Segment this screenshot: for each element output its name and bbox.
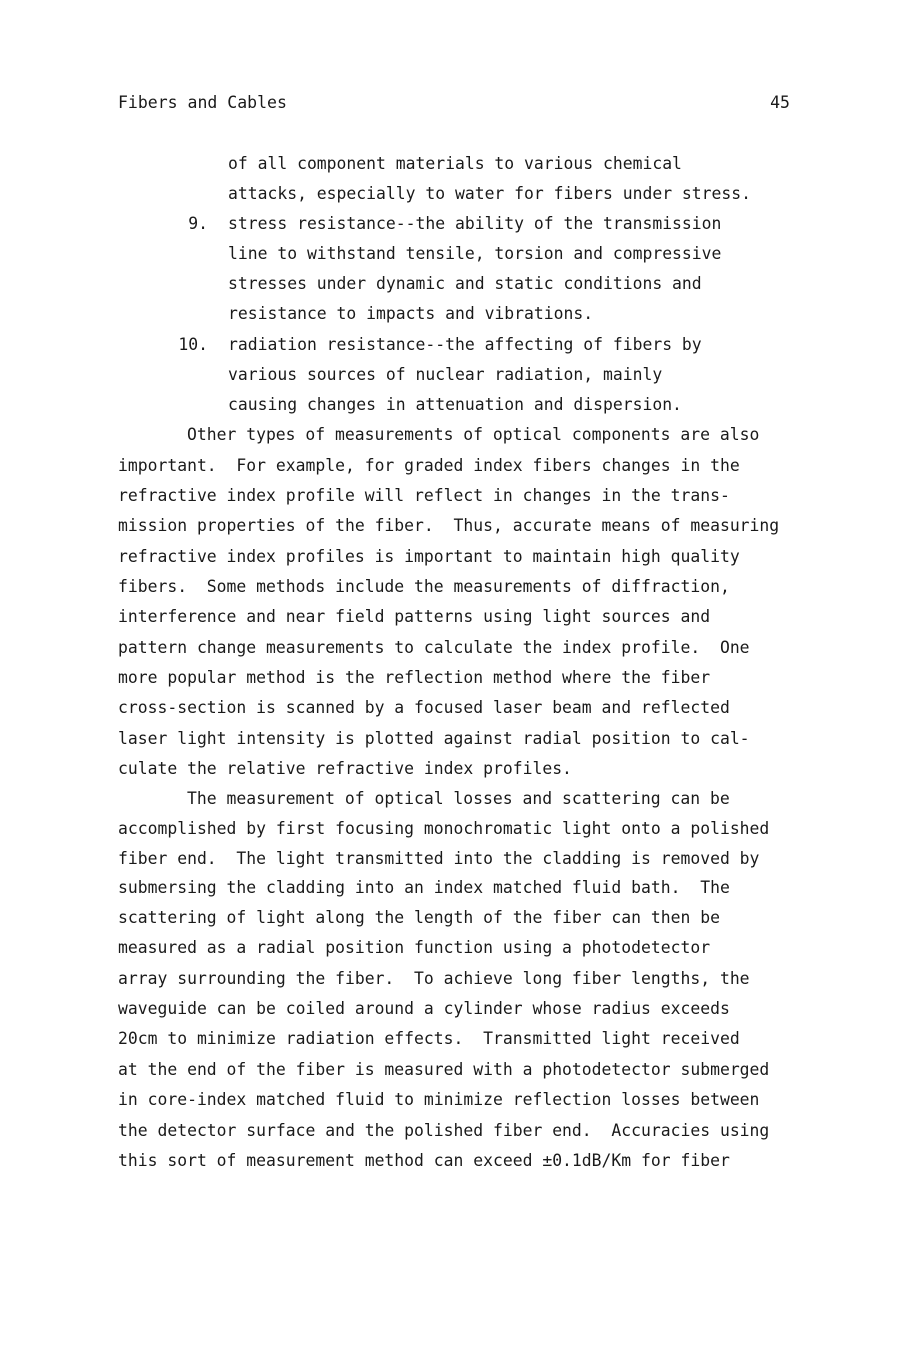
paragraph-line: this sort of measurement method can exceed ±0.1dB/Km for fiber (118, 1151, 730, 1170)
paragraph-line: refractive index profiles is important to maintain high quality (118, 547, 740, 566)
paragraph-line: the detector surface and the polished fiber end. Accuracies using (118, 1121, 770, 1140)
running-head: Fibers and Cables (118, 93, 287, 112)
paragraph-line: fibers. Some methods include the measurements of diffraction, (118, 577, 730, 596)
paragraph-line: cross-section is scanned by a focused laser beam and reflected (118, 698, 730, 717)
paragraph-line: culate the relative refractive index profiles. (118, 759, 572, 778)
list-item-line: resistance to impacts and vibrations. (228, 304, 594, 323)
paragraph-line: measured as a radial position function using a photodetector (118, 938, 711, 957)
list-continuation-line: attacks, especially to water for fibers under stress. (228, 184, 752, 203)
paragraph-line: accomplished by first focusing monochromatic light onto a polished (118, 819, 770, 838)
list-item-number: 10. (178, 335, 208, 354)
list-item-line: radiation resistance--the affecting of fibers by (228, 335, 702, 354)
paragraph-line: laser light intensity is plotted against radial position to cal- (118, 729, 750, 748)
list-item-line: various sources of nuclear radiation, mainly (228, 365, 663, 384)
paragraph-line: mission properties of the fiber. Thus, accurate means of measuring (118, 516, 780, 535)
paragraph-line: array surrounding the fiber. To achieve long fiber lengths, the (118, 969, 750, 988)
paragraph-line: pattern change measurements to calculate the index profile. One (118, 638, 750, 657)
paragraph-line: more popular method is the reflection method where the fiber (118, 668, 711, 687)
paragraph-line: refractive index profile will reflect in changes in the trans- (118, 486, 730, 505)
paragraph-line: at the end of the fiber is measured with a photodetector submerged (118, 1060, 770, 1079)
list-item-line: stresses under dynamic and static conditions and (228, 274, 702, 293)
paragraph-line: in core-index matched fluid to minimize reflection losses between (118, 1090, 760, 1109)
paragraph-line: Other types of measurements of optical components are also (187, 425, 760, 444)
paragraph-line: 20cm to minimize radiation effects. Transmitted light received (118, 1029, 740, 1048)
paragraph-line: fiber end. The light transmitted into the cladding is removed by (118, 849, 760, 868)
list-item-number: 9. (188, 214, 208, 233)
page-header (118, 93, 790, 117)
list-item-line: line to withstand tensile, torsion and compressive (228, 244, 722, 263)
paragraph-line: interference and near field patterns using light sources and (118, 607, 711, 626)
list-continuation-line: of all component materials to various chemical (228, 154, 682, 173)
paragraph-line: waveguide can be coiled around a cylinder whose radius exceeds (118, 999, 730, 1018)
paragraph-line: scattering of light along the length of the fiber can then be (118, 908, 720, 927)
paragraph-line: The measurement of optical losses and scattering can be (187, 789, 730, 808)
paragraph-line: submersing the cladding into an index matched fluid bath. The (118, 878, 730, 897)
list-item-line: stress resistance--the ability of the transmission (228, 214, 722, 233)
list-item-line: causing changes in attenuation and dispersion. (228, 395, 682, 414)
paragraph-line: important. For example, for graded index fibers changes in the (118, 456, 740, 475)
page-number: 45 (770, 93, 790, 112)
